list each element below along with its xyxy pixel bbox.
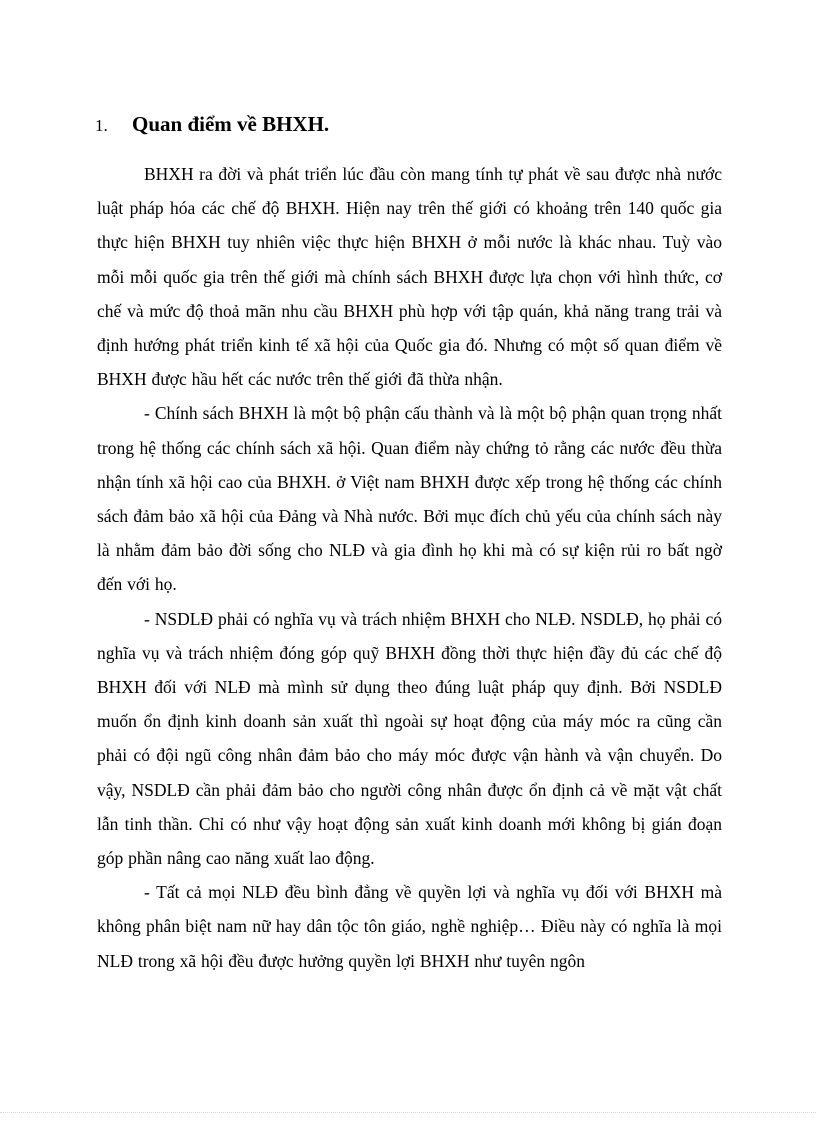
bullet-paragraph-employer: - NSDLĐ phải có nghĩa vụ và trách nhiệm BHXH cho NLĐ. NSDLĐ, họ phải có nghĩa vụ và trách nhiệm đóng góp quỹ BHXH đồng thời thực hiện đầy đủ các chế độ BHXH đối với NLĐ mà mình sử dụng theo đúng luật pháp quy định. Bởi NSDLĐ muốn ổn định kinh doanh sản xuất thì ngoài sự hoạt động của máy móc ra cũng cần phải có đội ngũ công nhân đảm bảo cho máy móc được vận hành và vận chuyển. Do vậy, NSDLĐ cần phải đảm bảo cho người công nhân được ổn định cả về mặt vật chất lẫn tinh thần. Chỉ có như vậy hoạt động sản xuất kinh doanh mới không bị gián đoạn góp phần nâng cao năng xuất lao động. <box>97 608 722 869</box>
page-bottom-divider <box>0 1112 816 1113</box>
section-title: Quan điểm về BHXH. <box>132 112 330 136</box>
section-heading <box>95 112 329 137</box>
bullet-paragraph-policy: - Chính sách BHXH là một bộ phận cấu thành và là một bộ phận quan trọng nhất trong hệ thống các chính sách xã hội. Quan điểm này chứng tỏ rằng các nước đều thừa nhận tính xã hội cao của BHXH. ở Việt nam BHXH được xếp trong hệ thống các chính sách đảm bảo xã hội của Đảng và Nhà nước. Bởi mục đích chủ yếu của chính sách này là nhằm đảm bảo đời sống cho NLĐ và gia đình họ khi mà có sự kiện rủi ro bất ngờ đến với họ. <box>97 403 722 595</box>
bullet-paragraph-equality: - Tất cả mọi NLĐ đều bình đẳng về quyền lợi và nghĩa vụ đối với BHXH mà không phân biệt nam nữ hay dân tộc tôn giáo, nghề nghiệp… Điều này có nghĩa là mọi NLĐ trong xã hội đều được hưởng quyền lợi BHXH như tuyên ngôn <box>97 882 722 971</box>
body-text <box>97 157 722 978</box>
section-number: 1. <box>95 116 108 135</box>
intro-paragraph: BHXH ra đời và phát triển lúc đầu còn mang tính tự phát về sau được nhà nước luật pháp hóa các chế độ BHXH. Hiện nay trên thế giới có khoảng trên 140 quốc gia thực hiện BHXH tuy nhiên việc thực hiện BHXH ở mỗi nước là khác nhau. Tuỳ vào mỗi mỗi quốc gia trên thế giới mà chính sách BHXH được lựa chọn với hình thức, cơ chế và mức độ thoả mãn nhu cầu BHXH phù hợp với tập quán, khả năng trang trải và định hướng phát triển kinh tế xã hội của Quốc gia đó. Nhưng có một số quan điểm về BHXH được hầu hết các nước trên thế giới đã thừa nhận. <box>97 164 722 390</box>
